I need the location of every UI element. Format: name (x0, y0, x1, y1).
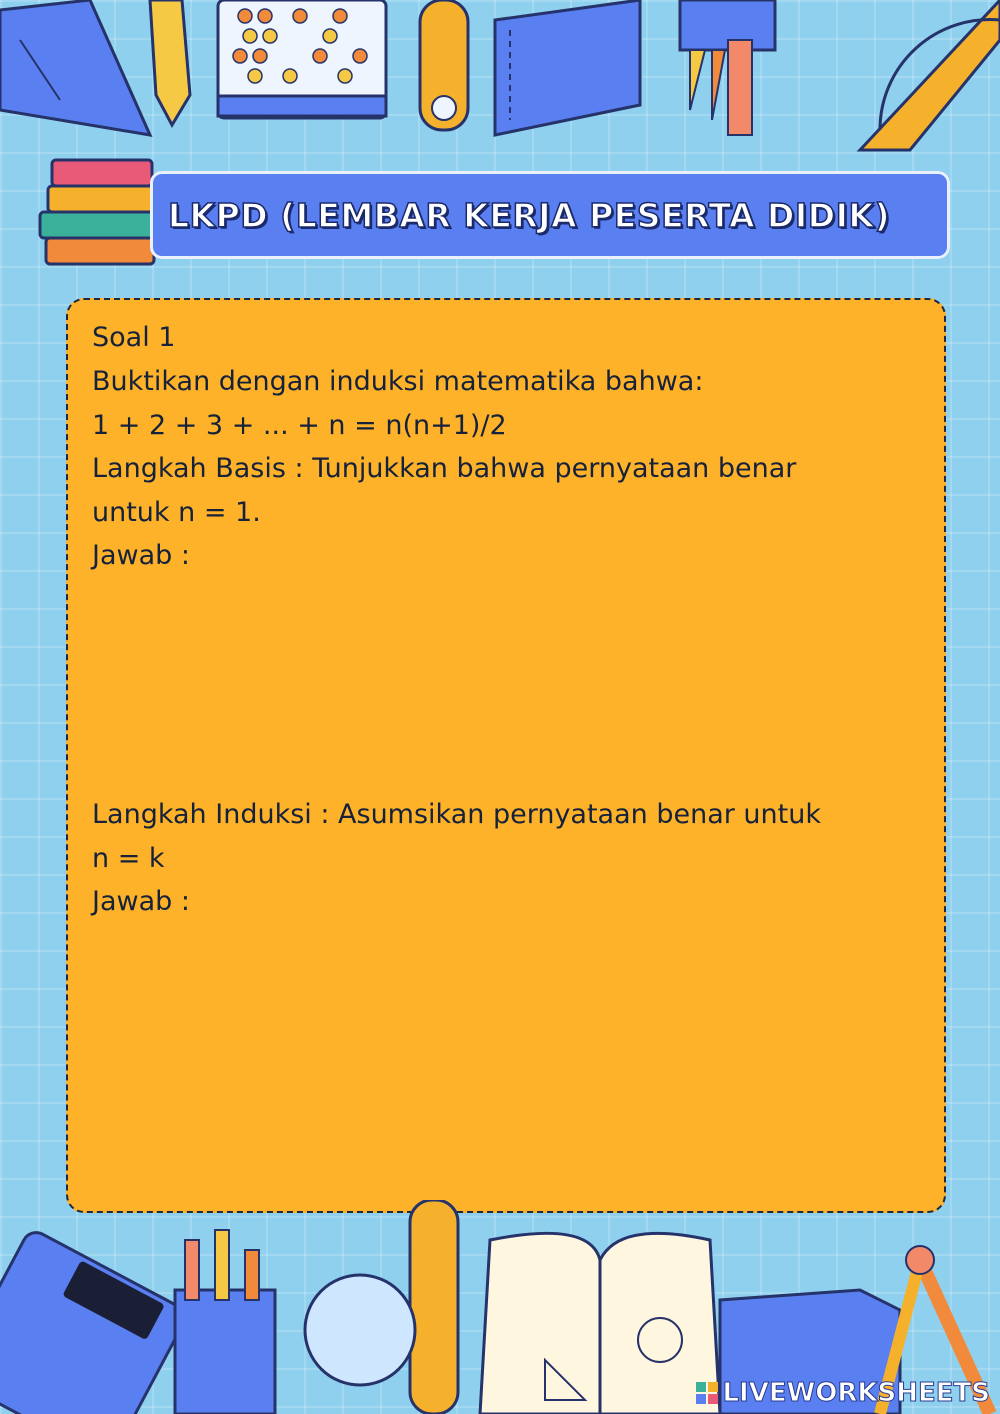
pencil-cup-icon (175, 1230, 275, 1414)
calculator-icon (0, 1228, 189, 1414)
induction-step-text-cont: n = k (92, 843, 165, 874)
book-stack-icon (0, 0, 170, 280)
open-book-icon (480, 1233, 720, 1414)
cube-icon (495, 0, 640, 135)
magnifier-icon (305, 1200, 458, 1414)
ruler-icon (420, 0, 468, 130)
question-label: Soal 1 (92, 322, 176, 353)
question-instruction: Buktikan dengan induksi matematika bahwa: (92, 366, 704, 397)
title-banner (150, 171, 950, 259)
protractor-icon (860, 0, 1000, 150)
pencil-cup-icon (680, 0, 775, 135)
abacus-icon (218, 0, 386, 118)
page-title: LKPD (LEMBAR KERJA PESERTA DIDIK) (168, 195, 891, 235)
basis-answer-label: Jawab : (92, 540, 190, 571)
brand-text: LIVEWORKSHEETS (722, 1378, 990, 1408)
liveworksheets-brand (696, 1378, 990, 1408)
question-formula: 1 + 2 + 3 + ... + n = n(n+1)/2 (92, 410, 507, 441)
basis-step-text: Langkah Basis : Tunjukkan bahwa pernyataan benar (92, 453, 797, 484)
induction-answer-label: Jawab : (92, 886, 190, 917)
induction-step-text: Langkah Induksi : Asumsikan pernyataan benar untuk (92, 799, 821, 830)
liveworksheets-logo-icon (696, 1382, 718, 1404)
basis-step-text-cont: untuk n = 1. (92, 497, 261, 528)
